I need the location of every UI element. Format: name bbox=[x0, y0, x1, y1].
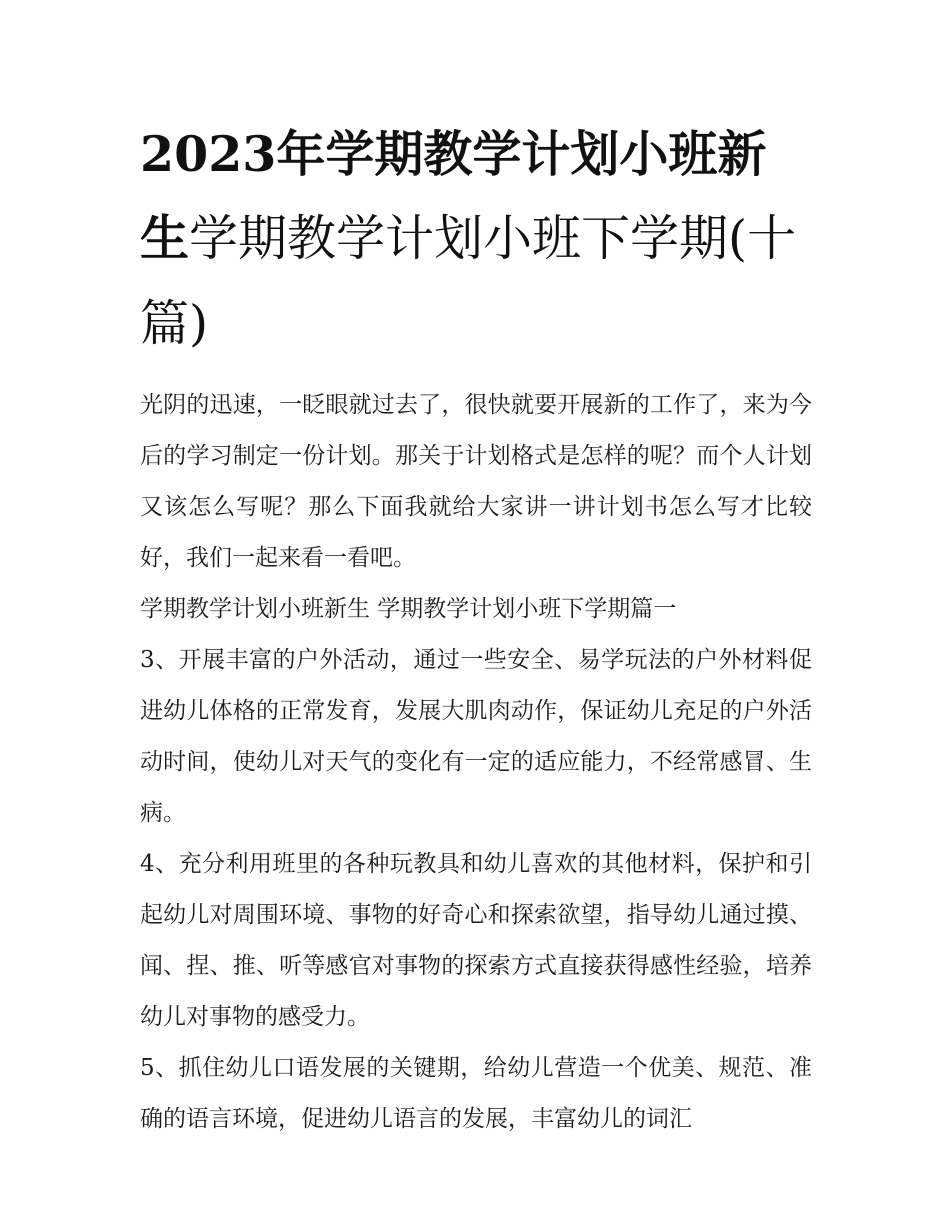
document-body bbox=[140, 380, 812, 1145]
section-heading: 学期教学计划小班新生 学期教学计划小班下学期篇一 bbox=[140, 596, 677, 622]
item-paragraph-3: 3、开展丰富的户外活动，通过一些安全、易学玩法的户外材料促进幼儿体格的正常发育，发展大肌肉动作，保证幼儿充足的户外活动时间，使幼儿对天气的变化有一定的适应能力，不经常感冒、生病。 bbox=[140, 647, 812, 826]
title-bold-part: 2023年学期教学计划小班新生 bbox=[140, 125, 767, 267]
document-page bbox=[140, 112, 812, 1145]
item-paragraph-5: 5、抓住幼儿口语发展的关键期，给幼儿营造一个优美、规范、准确的语言环境，促进幼儿语言的发展，丰富幼儿的词汇 bbox=[140, 1055, 812, 1132]
intro-paragraph: 光阴的迅速，一眨眼就过去了，很快就要开展新的工作了，来为今后的学习制定一份计划。那关于计划格式是怎样的呢？而个人计划又该怎么写呢？那么下面我就给大家讲一讲计划书怎么写才比较好，我们一起来看一看吧。 bbox=[140, 392, 812, 571]
document-title bbox=[140, 112, 812, 366]
item-paragraph-4: 4、充分利用班里的各种玩教具和幼儿喜欢的其他材料，保护和引起幼儿对周围环境、事物的好奇心和探索欲望，指导幼儿通过摸、闻、捏、推、听等感官对事物的探索方式直接获得感性经验，培养幼儿对事物的感受力。 bbox=[140, 851, 812, 1030]
title-rest-part: 学期教学计划小班下学期(十篇) bbox=[140, 210, 797, 352]
